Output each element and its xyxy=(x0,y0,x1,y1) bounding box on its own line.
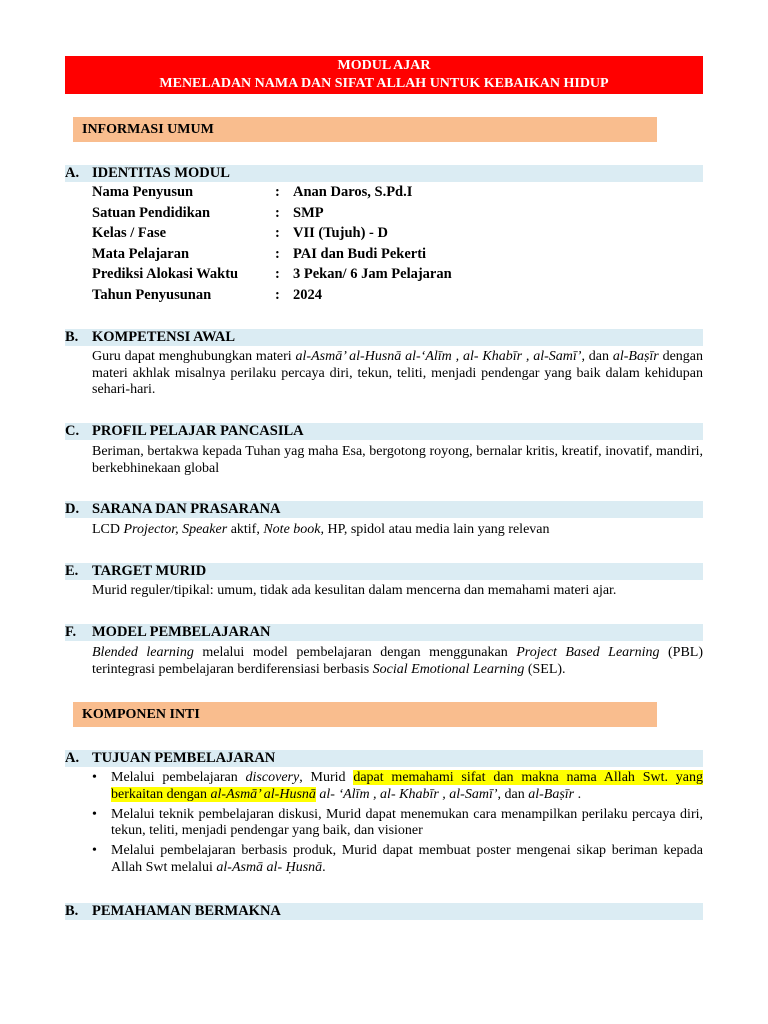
section-letter: E. xyxy=(65,563,79,579)
row-label: Satuan Pendidikan xyxy=(92,204,211,221)
text-run-italic: Blended learning xyxy=(92,645,194,660)
section-title: KOMPETENSI AWAL xyxy=(92,329,236,345)
section-title: MODEL PEMBELAJARAN xyxy=(92,624,271,640)
profil-text: Beriman, bertakwa kepada Tuhan yag maha Esa, bergotong royong, bernalar kritis, kreatif, inovatif, mandiri, berkebhinekaan global xyxy=(92,444,703,476)
section-letter: D. xyxy=(65,501,80,517)
text-run: . xyxy=(574,786,582,802)
section-pemahaman-bermakna xyxy=(65,903,703,920)
row-label: Nama Penyusun xyxy=(92,184,194,200)
section-letter: C. xyxy=(65,423,80,439)
row-value: PAI dan Budi Pekerti xyxy=(293,245,427,262)
document-page xyxy=(65,56,704,919)
informasi-umum-header: INFORMASI UMUM xyxy=(73,117,657,142)
row-colon: : xyxy=(275,225,280,241)
row-label: Kelas / Fase xyxy=(92,225,167,241)
row-value: VII (Tujuh) - D xyxy=(293,225,388,241)
text-run-italic: Note book, xyxy=(263,522,324,537)
tujuan-list xyxy=(92,770,703,880)
text-run-italic: al-Asmā’ al-Husnā al-‘Alīm , al- Khabīr , al-Samī’ xyxy=(295,349,582,364)
text-run: Melalui pembelajaran xyxy=(111,770,246,785)
identitas-row xyxy=(92,184,703,205)
row-colon: : xyxy=(275,266,280,282)
identitas-table xyxy=(92,184,703,307)
section-title: SARANA DAN PRASARANA xyxy=(92,501,281,517)
text-run-italic: discovery xyxy=(245,770,300,785)
row-colon: : xyxy=(275,286,280,303)
row-colon: : xyxy=(275,184,280,200)
text-run: (PBL) terintegrasi pembelajaran berdiferensiasi berbasis xyxy=(92,645,704,677)
bullet-icon: • xyxy=(92,770,97,785)
list-item xyxy=(92,843,703,876)
text-run: Melalui pembelajaran berbasis produk, Murid dapat membuat poster mengenai sikap beriman kepada Allah Swt melalui xyxy=(111,843,703,875)
row-colon: : xyxy=(275,245,280,262)
text-run: . xyxy=(322,859,326,875)
komponen-inti-header: KOMPONEN INTI xyxy=(73,702,657,727)
text-run: (SEL). xyxy=(524,661,566,677)
row-label: Prediksi Alokasi Waktu xyxy=(92,266,239,282)
text-run-italic: Project Based Learning xyxy=(516,645,660,660)
bullet-icon: • xyxy=(92,806,97,822)
row-colon: : xyxy=(275,204,280,221)
section-target-murid xyxy=(65,563,703,580)
text-run: , dan xyxy=(497,786,529,802)
text-run: , Murid xyxy=(299,770,354,785)
text-run: LCD xyxy=(92,522,124,537)
text-run-italic: al-Asmā al- Ḥusnā xyxy=(216,859,323,875)
text-run: Guru dapat menghubungkan materi xyxy=(92,349,296,364)
highlighted-text-italic: al-Asmā’ al-Husnā xyxy=(210,786,316,802)
section-title: IDENTITAS MODUL xyxy=(92,165,230,181)
text-run-italic: Projector, Speaker xyxy=(123,522,228,537)
text-run-italic: al- ‘Alīm , al- Khabīr , al-Samī’ xyxy=(315,786,498,802)
row-label: Tahun Penyusunan xyxy=(92,286,212,303)
section-letter: A. xyxy=(65,165,80,181)
identitas-row xyxy=(92,287,703,308)
text-run: aktif, xyxy=(227,522,264,537)
text-run: HP, spidol atau media lain yang relevan xyxy=(324,522,550,537)
section-title: PEMAHAMAN BERMAKNA xyxy=(92,903,281,919)
list-item xyxy=(92,770,703,803)
text-run-italic: Social Emotional Learning xyxy=(372,661,525,677)
title-line-2: MENELADAN NAMA DAN SIFAT ALLAH UNTUK KEBAIKAN HIDUP xyxy=(159,76,609,91)
text-run-italic: al-Baṣīr xyxy=(528,786,575,802)
title-line-1: MODUL AJAR xyxy=(337,58,431,73)
section-identitas-modul xyxy=(65,165,703,182)
highlighted-text: dapat memahami sifat dan makna nama Allah Swt. yang berkaitan dengan xyxy=(111,770,703,802)
section-title: PROFIL PELAJAR PANCASILA xyxy=(92,423,304,439)
row-value: 3 Pekan/ 6 Jam Pelajaran xyxy=(293,266,452,282)
identitas-row xyxy=(92,225,703,246)
section-sarana xyxy=(65,501,703,518)
text-run: , dan xyxy=(581,349,613,364)
row-label: Mata Pelajaran xyxy=(92,245,190,262)
row-value: 2024 xyxy=(293,286,322,303)
list-item xyxy=(92,807,703,840)
section-profil-pelajar xyxy=(65,423,703,440)
text-run: melalui model pembelajaran dengan menggunakan xyxy=(193,645,517,660)
text-run: Melalui teknik pembelajaran diskusi, Murid dapat menemukan cara menampilkan perilaku percaya diri, tekun, teliti, menjadi pendengar yang baik, dan visioner xyxy=(111,806,703,838)
row-value: SMP xyxy=(293,204,324,221)
section-kompetensi-awal xyxy=(65,329,703,346)
text-run: dengan materi akhlak misalnya perilaku percaya diri, tekun, teliti, menjadi pendengar yang baik dalam kehidupan sehari-hari. xyxy=(92,349,704,397)
section-title: TUJUAN PEMBELAJARAN xyxy=(92,750,276,766)
identitas-row xyxy=(92,266,703,287)
title-banner xyxy=(65,56,703,94)
kompetensi-text xyxy=(92,349,703,399)
sarana-text xyxy=(92,522,703,539)
section-tujuan-pembelajaran xyxy=(65,750,703,767)
row-value: Anan Daros, S.Pd.I xyxy=(293,184,413,200)
section-model-pembelajaran xyxy=(65,624,703,641)
bullet-icon: • xyxy=(92,843,97,858)
identitas-row xyxy=(92,246,703,267)
section-letter: B. xyxy=(65,329,79,345)
model-text xyxy=(92,645,703,678)
identitas-row xyxy=(92,205,703,226)
section-title: TARGET MURID xyxy=(92,563,207,579)
text-run-italic: al-Baṣīr xyxy=(612,349,659,364)
section-letter: B. xyxy=(65,903,79,919)
section-letter: F. xyxy=(65,624,77,640)
section-letter: A. xyxy=(65,750,80,766)
target-text: Murid reguler/tipikal: umum, tidak ada kesulitan dalam mencerna dan memahami materi ajar. xyxy=(92,583,617,598)
